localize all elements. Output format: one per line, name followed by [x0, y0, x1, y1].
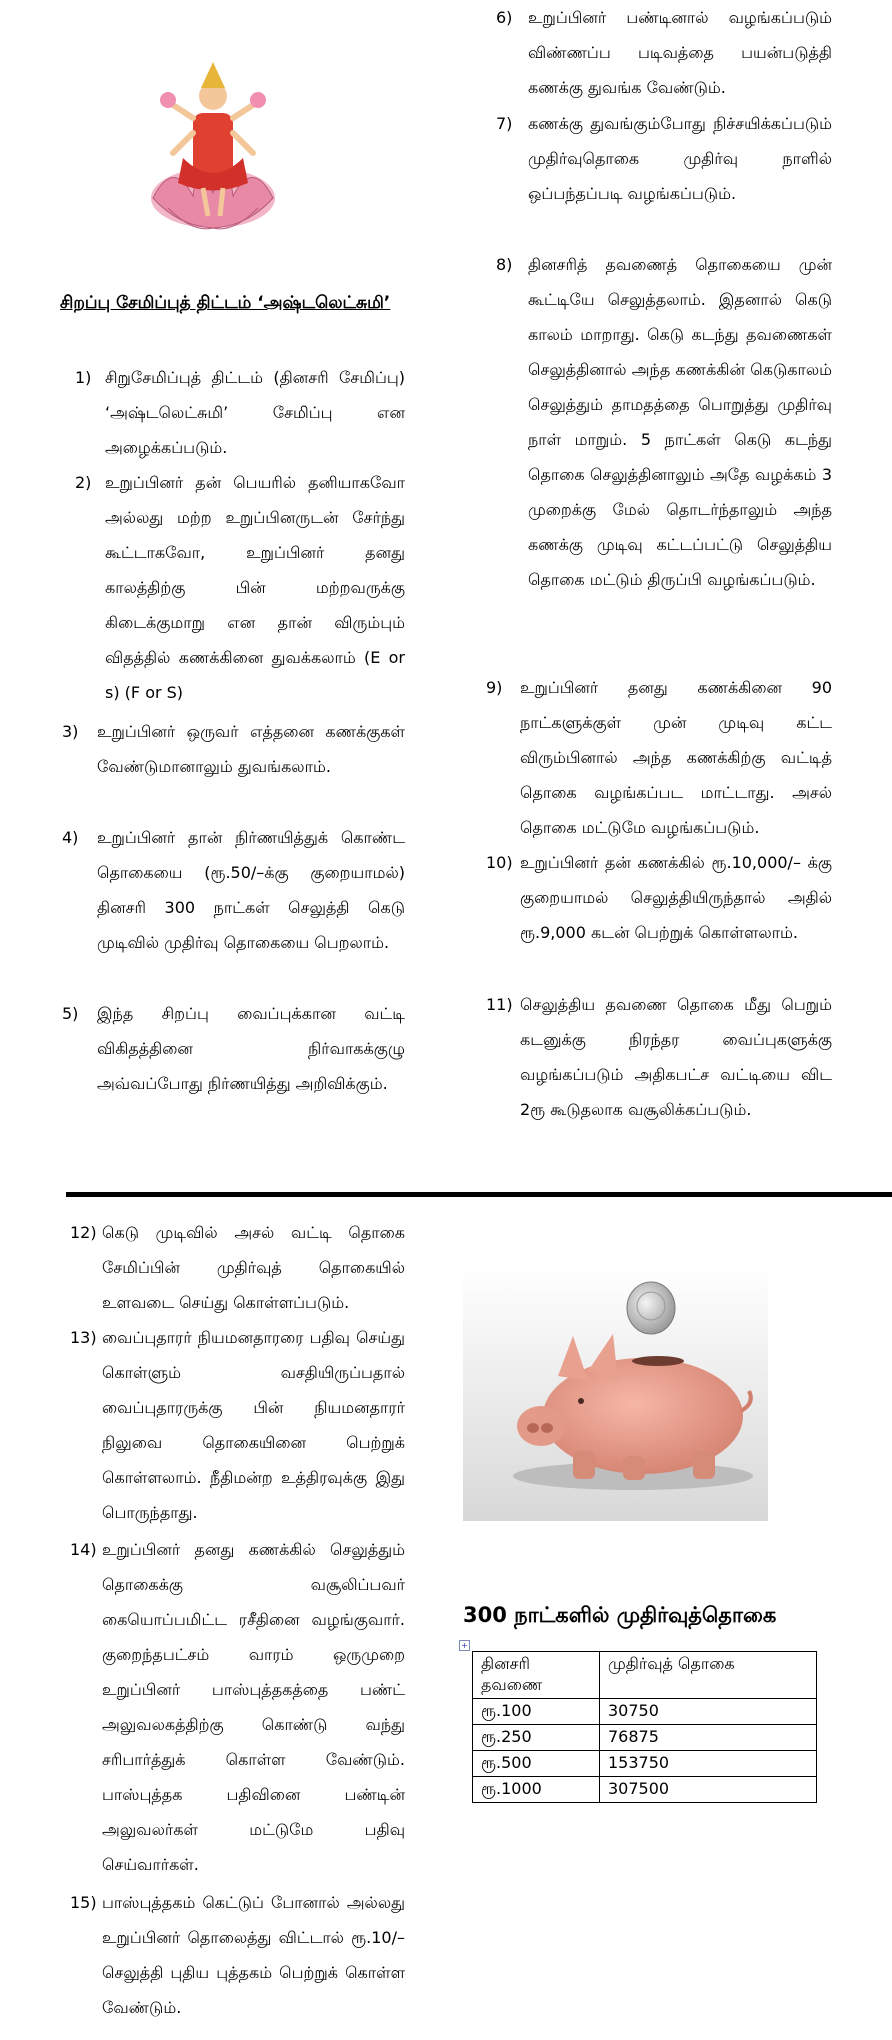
table-header-cell: முதிர்வுத் தொகை	[600, 1652, 817, 1699]
table-row	[473, 1777, 817, 1803]
page-heading: சிறப்பு சேமிப்புத் திட்டம் ‘அஷ்டலெட்சுமி’	[60, 293, 391, 313]
table-row	[473, 1751, 817, 1777]
table-title: 300 நாட்களில் முதிர்வுத்தொகை	[463, 1603, 777, 1627]
table-cell: ரூ.100	[473, 1699, 600, 1725]
maturity-table	[472, 1651, 817, 1803]
piggy-bank-image	[463, 1266, 768, 1521]
table-header-row	[473, 1652, 817, 1699]
table-cell: ரூ.1000	[473, 1777, 600, 1803]
table-row	[473, 1699, 817, 1725]
table-move-handle[interactable]: +	[459, 1640, 470, 1651]
section-divider	[66, 1192, 892, 1197]
table-cell: ரூ.250	[473, 1725, 600, 1751]
table-row	[473, 1725, 817, 1751]
table-cell: 76875	[600, 1725, 817, 1751]
table-header-cell: தினசரி தவணை	[473, 1652, 600, 1699]
table-cell: 307500	[600, 1777, 817, 1803]
goddess-lakshmi-image	[148, 58, 278, 238]
table-cell: 30750	[600, 1699, 817, 1725]
table-cell: ரூ.500	[473, 1751, 600, 1777]
table-cell: 153750	[600, 1751, 817, 1777]
